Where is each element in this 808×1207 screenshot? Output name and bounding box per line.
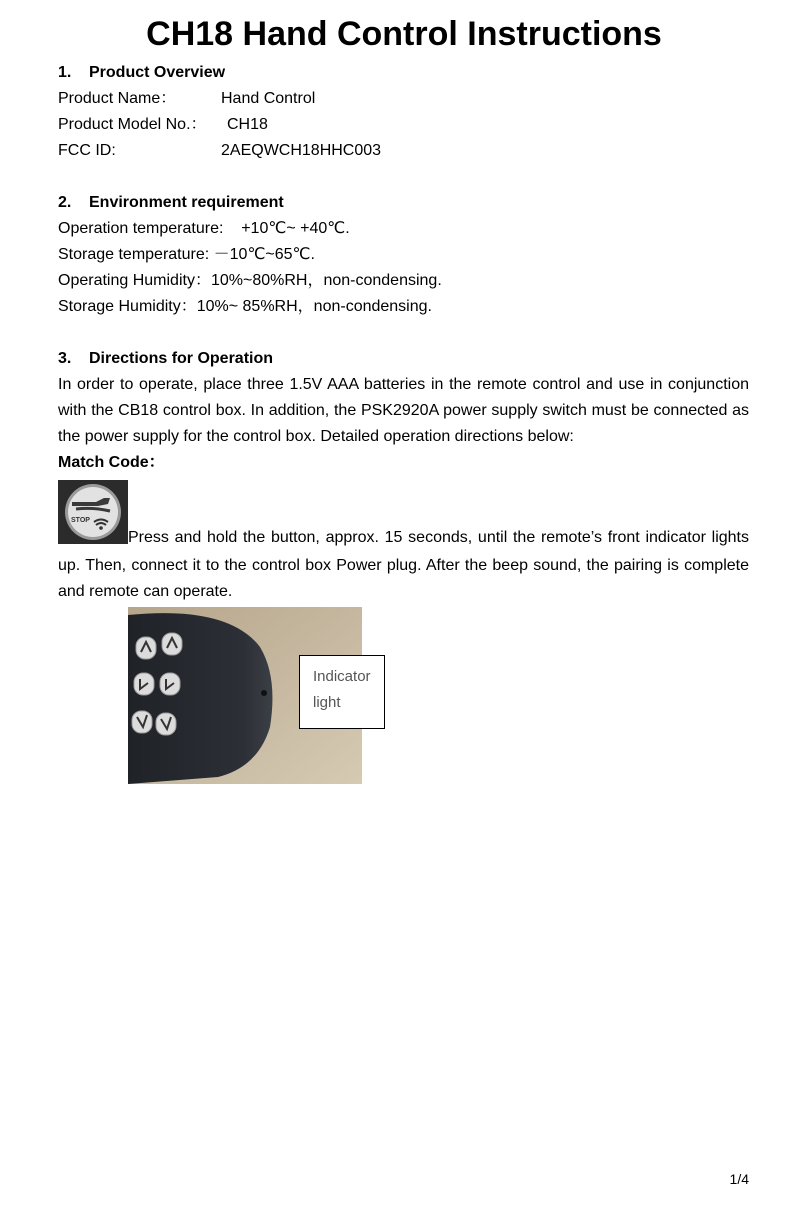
document-title: CH18 Hand Control Instructions: [146, 15, 662, 53]
fcc-id-row: [58, 138, 381, 164]
section-number: 1.: [58, 64, 72, 81]
section-title: Product Overview: [89, 64, 226, 81]
row-value: Hand Control: [221, 90, 316, 107]
match-code-first-line: Press and hold the button, approx. 15 seconds, until the remote’s front indicator lights: [128, 529, 749, 546]
stop-button-icon: [58, 480, 128, 544]
section-title: Directions for Operation: [89, 350, 274, 367]
stop-label: STOP: [71, 517, 90, 524]
stop-button-image: [58, 480, 128, 544]
row-label: Product Model No.：: [58, 116, 207, 133]
section-title: Environment requirement: [89, 194, 284, 211]
callout-line-2: light: [313, 694, 341, 711]
row-label: Product Name：: [58, 90, 177, 107]
row-label: FCC ID:: [58, 142, 116, 159]
page-number: 1/4: [729, 1171, 749, 1187]
section-number: 2.: [58, 194, 72, 211]
operation-temperature: Operation temperature: +10℃~ +40℃.: [58, 220, 350, 237]
section-2-heading: [58, 190, 284, 216]
section-1-heading: [58, 60, 225, 86]
section-3-heading: [58, 346, 273, 372]
row-value: CH18: [227, 116, 268, 133]
match-code-heading: Match Code：: [58, 454, 165, 471]
storage-humidity: Storage Humidity：10%~ 85%RH，non-condensing.: [58, 298, 432, 315]
operating-humidity: Operating Humidity：10%~80%RH，non-condensing.: [58, 272, 442, 289]
callout-line-1: Indicator: [313, 668, 371, 685]
storage-temperature: Storage temperature: －10℃~65℃.: [58, 246, 315, 263]
product-name-row: [58, 86, 315, 112]
operation-paragraph: In order to operate, place three 1.5V AAA batteries in the remote control and use in conjunction with the CB18 control box. In addition, the PSK2920A power supply switch must be connected as the power supply for the control box. Detailed operation directions below:: [58, 376, 749, 445]
section-number: 3.: [58, 350, 72, 367]
product-model-row: [58, 112, 268, 138]
row-value: 2AEQWCH18HHC003: [221, 142, 382, 159]
indicator-light-callout: [299, 655, 385, 729]
match-code-paragraph: up. Then, connect it to the control box Power plug. After the beep sound, the pairing is complete and remote can operate.: [58, 557, 749, 600]
